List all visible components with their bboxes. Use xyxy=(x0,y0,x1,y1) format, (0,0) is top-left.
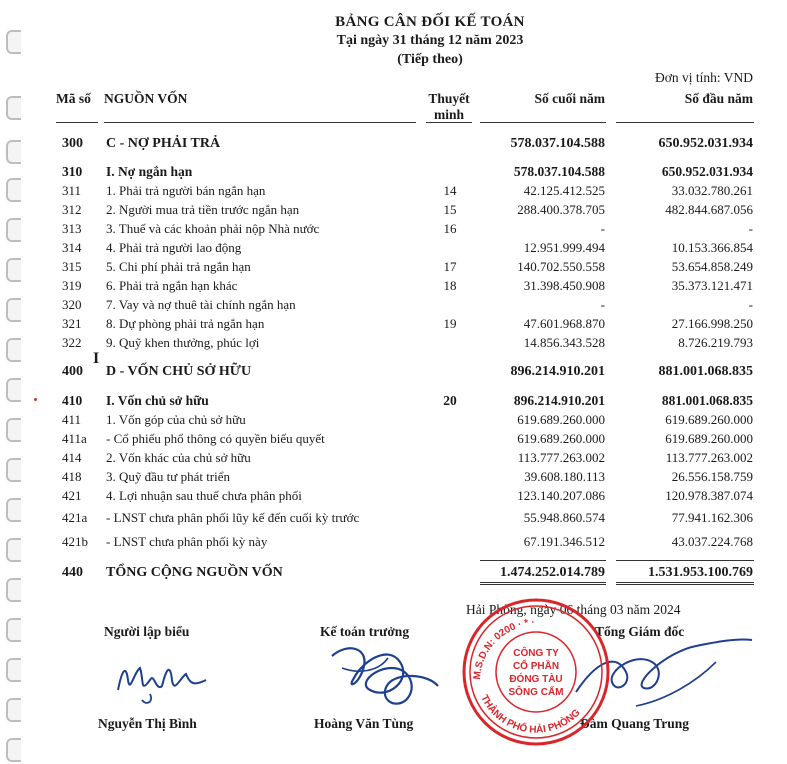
column-header-label: NGUỒN VỐN xyxy=(104,91,188,106)
row-label: 4. Lợi nhuận sau thuế chưa phân phối xyxy=(106,488,302,503)
row-label: C - NỢ PHẢI TRẢ xyxy=(106,136,221,151)
row-note: 20 xyxy=(443,393,457,408)
table-row xyxy=(0,202,787,220)
binder-edge xyxy=(0,0,30,764)
row-end-value: 12.951.999.494 xyxy=(523,240,605,255)
table-row xyxy=(0,278,787,296)
binder-ring xyxy=(6,738,21,762)
svg-text:ĐÓNG TÀU: ĐÓNG TÀU xyxy=(509,674,563,685)
row-code: 310 xyxy=(62,164,83,179)
row-code: 314 xyxy=(62,240,82,255)
total-rule-top xyxy=(480,560,606,561)
place-date: Hải Phòng, ngày 06 tháng 03 năm 2024 xyxy=(466,602,681,617)
table-row xyxy=(0,183,787,201)
total-rule-bottom xyxy=(480,582,606,585)
row-end-value: 39.608.180.113 xyxy=(524,469,605,484)
table-row xyxy=(0,240,787,258)
row-begin-value: 33.032.780.261 xyxy=(671,183,753,198)
row-note: 19 xyxy=(443,316,457,331)
row-note: 18 xyxy=(443,278,457,293)
table-row xyxy=(0,259,787,277)
row-code: 421a xyxy=(62,510,88,525)
currency-unit: Đơn vị tính: VND xyxy=(654,70,753,85)
binder-ring xyxy=(6,698,21,722)
document-continued: (Tiếp theo) xyxy=(397,52,463,67)
total-rule-top xyxy=(616,560,754,561)
header-rule xyxy=(104,122,416,123)
row-code: 414 xyxy=(62,450,82,465)
row-begin-value: 8.726.219.793 xyxy=(678,335,753,350)
preparer-title: Người lập biểu xyxy=(104,624,190,639)
row-end-value: 67.191.346.512 xyxy=(523,534,605,549)
row-code: 321 xyxy=(62,316,82,331)
accountant-title: Kế toán trưởng xyxy=(320,624,410,639)
row-end-value: 42.125.412.525 xyxy=(523,183,605,198)
table-row xyxy=(0,534,787,552)
row-label: D - VỐN CHỦ SỞ HỮU xyxy=(106,364,252,379)
column-header-note-line2: minh xyxy=(433,107,464,122)
table-row xyxy=(0,565,787,583)
document-title: BẢNG CÂN ĐỐI KẾ TOÁN xyxy=(335,14,525,30)
row-label: 6. Phải trả ngắn hạn khác xyxy=(106,278,238,293)
row-label: 8. Dự phòng phải trả ngắn hạn xyxy=(106,316,265,331)
row-label: 2. Người mua trả tiền trước ngắn hạn xyxy=(106,202,300,217)
row-code: 300 xyxy=(62,136,83,151)
accountant-name: Hoàng Văn Tùng xyxy=(314,716,414,731)
binder-ring xyxy=(6,618,21,642)
row-begin-value: 120.978.387.074 xyxy=(665,488,753,503)
row-label: - Cổ phiếu phổ thông có quyền biểu quyết xyxy=(106,431,325,446)
table-row xyxy=(0,136,787,154)
row-end-value: - xyxy=(600,221,605,236)
text-cursor-icon: I xyxy=(93,350,100,367)
row-label: I. Nợ ngắn hạn xyxy=(106,164,193,179)
row-end-value: 578.037.104.588 xyxy=(510,136,605,151)
row-code: 312 xyxy=(62,202,82,217)
row-begin-value: 26.556.158.759 xyxy=(671,469,753,484)
column-header-begin: Số đầu năm xyxy=(684,91,753,106)
row-label: 1. Phải trả người bán ngắn hạn xyxy=(106,183,266,198)
header-rule xyxy=(480,122,606,123)
row-end-value: 31.398.450.908 xyxy=(523,278,605,293)
row-begin-value: 650.952.031.934 xyxy=(661,164,753,179)
column-header-end: Số cuối năm xyxy=(534,91,605,106)
row-label: 9. Quỹ khen thưởng, phúc lợi xyxy=(106,335,260,350)
row-begin-value: 35.373.121.471 xyxy=(671,278,753,293)
row-end-value: 55.948.860.574 xyxy=(523,510,605,525)
row-begin-value: 1.531.953.100.769 xyxy=(648,565,753,580)
row-end-value: 288.400.378.705 xyxy=(517,202,605,217)
binder-ring xyxy=(6,96,21,120)
table-row xyxy=(0,488,787,506)
row-label: 5. Chi phí phải trả ngắn hạn xyxy=(106,259,251,274)
svg-text:THÀNH PHỐ HẢI PHÒNG: THÀNH PHỐ HẢI PHÒNG xyxy=(478,693,583,736)
director-name: Đàm Quang Trung xyxy=(580,716,690,731)
row-begin-value: - xyxy=(748,221,753,236)
row-label: 1. Vốn góp của chủ sở hữu xyxy=(106,412,246,427)
row-begin-value: 650.952.031.934 xyxy=(658,136,753,151)
table-row xyxy=(0,510,787,528)
row-code: 421 xyxy=(62,488,82,503)
row-label: 3. Thuế và các khoản phải nộp Nhà nước xyxy=(106,221,320,236)
row-begin-value: 113.777.263.002 xyxy=(665,450,753,465)
table-row xyxy=(0,412,787,430)
row-code: 311 xyxy=(62,183,82,198)
svg-text:M.S.D.N: 0200 · * ·: M.S.D.N: 0200 · * · xyxy=(471,617,536,681)
binder-ring xyxy=(6,658,21,682)
row-begin-value: 10.153.366.854 xyxy=(671,240,753,255)
column-header-note xyxy=(426,91,472,123)
table-row xyxy=(0,221,787,239)
row-end-value: 14.856.343.528 xyxy=(523,335,605,350)
table-row xyxy=(0,469,787,487)
row-label: 7. Vay và nợ thuê tài chính ngắn hạn xyxy=(106,297,296,312)
row-end-value: - xyxy=(600,297,605,312)
header-rule xyxy=(426,122,472,123)
row-end-value: 113.777.263.002 xyxy=(517,450,605,465)
row-code: 319 xyxy=(62,278,82,293)
table-row xyxy=(0,450,787,468)
row-begin-value: 619.689.260.000 xyxy=(665,412,753,427)
preparer-signature xyxy=(110,650,220,710)
row-end-value: 123.140.207.086 xyxy=(517,488,605,503)
row-code: 322 xyxy=(62,335,82,350)
preparer-name: Nguyễn Thị Bình xyxy=(98,716,197,731)
row-end-value: 896.214.910.201 xyxy=(513,393,605,408)
row-begin-value: 53.654.858.249 xyxy=(671,259,753,274)
row-code: 421b xyxy=(62,534,88,549)
accountant-signature xyxy=(318,638,468,718)
row-end-value: 896.214.910.201 xyxy=(510,364,605,379)
row-code: 418 xyxy=(62,469,82,484)
row-code: 313 xyxy=(62,221,82,236)
director-title: Tổng Giám đốc xyxy=(595,624,685,639)
company-stamp xyxy=(456,592,616,752)
row-begin-value: 881.001.068.835 xyxy=(658,364,753,379)
row-note: 15 xyxy=(443,202,457,217)
row-code: 400 xyxy=(62,364,83,379)
row-label: 2. Vốn khác của chủ sở hữu xyxy=(106,450,251,465)
svg-text:CỔ PHẦN: CỔ PHẦN xyxy=(512,661,560,672)
row-end-value: 578.037.104.588 xyxy=(513,164,605,179)
table-row xyxy=(0,164,787,182)
table-row xyxy=(0,316,787,334)
row-end-value: 619.689.260.000 xyxy=(517,431,605,446)
row-label: TỔNG CỘNG NGUỒN VỐN xyxy=(106,565,283,580)
svg-text:CÔNG TY: CÔNG TY xyxy=(513,648,559,659)
row-begin-value: 881.001.068.835 xyxy=(661,393,753,408)
row-code: 411 xyxy=(62,412,82,427)
document-date: Tại ngày 31 tháng 12 năm 2023 xyxy=(336,33,524,48)
row-begin-value: - xyxy=(748,297,753,312)
row-begin-value: 27.166.998.250 xyxy=(671,316,753,331)
table-row xyxy=(0,364,787,382)
row-label: 4. Phải trả người lao động xyxy=(106,240,242,255)
row-label: - LNST chưa phân phối lũy kế đến cuối kỳ trước xyxy=(106,510,360,525)
row-code: 410 xyxy=(62,393,83,408)
header-rule xyxy=(616,122,754,123)
row-begin-value: 619.689.260.000 xyxy=(665,431,753,446)
row-label: I. Vốn chủ sở hữu xyxy=(106,393,209,408)
row-end-value: 47.601.968.870 xyxy=(523,316,605,331)
column-header-code: Mã số xyxy=(56,91,91,106)
table-row xyxy=(0,297,787,315)
row-begin-value: 43.037.224.768 xyxy=(671,534,753,549)
ink-dot xyxy=(34,398,37,401)
header-rule xyxy=(56,122,98,123)
row-code: 315 xyxy=(62,259,82,274)
row-note: 14 xyxy=(443,183,457,198)
row-end-value: 140.702.550.558 xyxy=(517,259,605,274)
row-note: 16 xyxy=(443,221,457,236)
table-row xyxy=(0,431,787,449)
row-end-value: 1.474.252.014.789 xyxy=(500,565,605,580)
row-label: - LNST chưa phân phối kỳ này xyxy=(106,534,268,549)
svg-text:SÔNG CẤM: SÔNG CẤM xyxy=(508,687,564,698)
total-rule-bottom xyxy=(616,582,754,585)
row-code: 440 xyxy=(62,565,83,580)
row-note: 17 xyxy=(443,259,457,274)
row-code: 320 xyxy=(62,297,82,312)
row-code: 411a xyxy=(62,431,87,446)
row-begin-value: 77.941.162.306 xyxy=(671,510,753,525)
column-header-note-line1: Thuyết xyxy=(428,91,470,106)
row-begin-value: 482.844.687.056 xyxy=(665,202,753,217)
row-label: 3. Quỹ đầu tư phát triển xyxy=(106,469,231,484)
table-row xyxy=(0,335,787,353)
table-row xyxy=(0,393,787,411)
row-end-value: 619.689.260.000 xyxy=(517,412,605,427)
